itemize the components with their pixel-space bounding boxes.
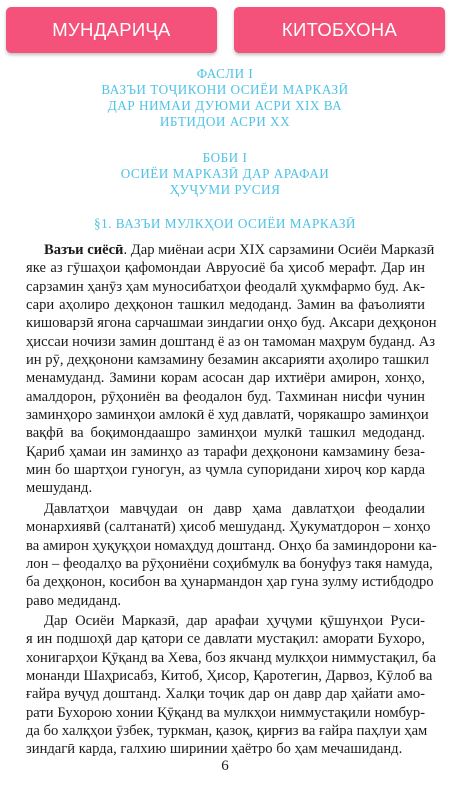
text-line: хонигарҳои Қӯқанд ва Хева, боз якчанд мулкҳои ниммустақил, ба	[26, 649, 436, 666]
top-toolbar	[0, 0, 450, 66]
text-line: сарзамин ҳанӯз ҳам муносибатҳои феодалӣ ҳукмфармо буд. Ак-	[26, 278, 425, 295]
part-title: ФАСЛИ I	[196, 66, 254, 81]
body-text	[26, 241, 437, 759]
chapter-subtitle-line: ОСИЁИ МАРКАЗӢ ДАР АРАФАИ	[120, 166, 330, 181]
text-line: заминҳоро заминҳои амлокӣ ё худ давлатӣ, чорякашро заминҳои	[26, 407, 429, 424]
text-line: Дар Осиёи Марказӣ, дар арафаи ҳуҷуми қӯшунҳои Руси-	[44, 612, 425, 629]
part-subtitle-line: ИБТИДОИ АСРИ XX	[159, 114, 291, 129]
text-line: сари аҳолиро деҳқонон ташкил медоданд. Замин ва фаъолияти	[26, 297, 425, 314]
text-line: зиндагӣ карда, галхию ширинии ҳаётро бо ҳам мечашиданд.	[26, 741, 403, 758]
section-title: §1. ВАЗЪИ МУЛКҲОИ ОСИЁИ МАРКАЗӢ	[94, 216, 356, 231]
text-line: Қариб ҳамаи ин заминҳо аз тарафи деҳқонони камзамину беза-	[26, 443, 425, 460]
text-line: я ин подшоҳӣ дар қатори се давлати мустақил: аморати Бухоро,	[26, 631, 425, 648]
text-line: мешуданд.	[26, 480, 93, 497]
text-line: рати Бухорою хонии Қӯқанд ва мулкҳои ниммустақили номбур-	[26, 704, 425, 721]
chapter-heading	[20, 150, 430, 198]
text-line: ин рӯ, деҳқонони камзамину безамин аксарияти аҳолиро ташкил	[26, 352, 430, 369]
text-line: Вазъи сиёсӣ. Дар миёнаи асри XIX сарзамини Осиёи Марказӣ	[44, 242, 435, 258]
chapter-title: БОБИ I	[202, 150, 248, 165]
text-line: мин бо шартҳои гуногун, аз ҷумла супоридани хироҷ кор карда	[26, 462, 425, 479]
chapter-subtitle-line: ҲУҶУМИ РУСИЯ	[169, 182, 281, 197]
text-line: менамуданд. Замини корам асосан дар ихтиёри амирон, хонҳо,	[26, 370, 425, 387]
contents-button[interactable]: МУНДАРИҶА	[6, 7, 217, 53]
part-heading	[20, 66, 430, 130]
text-line: раво медиданд.	[26, 592, 122, 609]
text-line: монархиявӣ (салтанатӣ) ҳисоб мешуданд. Ҳукуматдорон – хонҳо	[26, 519, 431, 536]
paragraph	[26, 612, 436, 759]
text-line: яке аз гӯшаҳои қафомондаи Авруосиё ба ҳисоб мерафт. Дар ин	[26, 260, 425, 277]
paragraph	[26, 500, 437, 610]
paragraph	[26, 241, 437, 498]
text-line: да бо халқҳои ӯзбек, туркман, қазоқ, қирғиз ва ғайра паҳлуи ҳам	[26, 722, 428, 739]
text-line: амалдорон, рӯҳониён ва феодалон буд. Тахминан нисфи чунин	[26, 388, 425, 405]
text-line: кишоварзӣ ягона сарчашмаи зиндагии онҳо буд. Аксари деҳқонон	[26, 315, 437, 332]
text-line: ҳиссаи ночизи замин доштанд ё аз он тамоман маҳрум буданд. Аз	[26, 333, 436, 350]
page-number: 6	[221, 758, 229, 774]
text-line: ба деҳқонон, косибон ва ҳунармандон ҳар гуна зулму истибдодро	[26, 574, 434, 591]
part-subtitle-line: ДАР НИМАИ ДУЮМИ АСРИ XIX ВА	[107, 98, 343, 113]
lead-term: Вазъи сиёсӣ	[44, 242, 124, 258]
text-line: Давлатҳои мавҷудаи он давр ҳама давлатҳои феодалии	[44, 500, 425, 517]
text-line: ғайра вуҷуд доштанд. Халқи тоҷик дар он давр дар ҳайати амо-	[26, 686, 425, 703]
text-line: ва амирон ҳуқуқҳои номаҳдуд доштанд. Онҳо ба заминдорони ка-	[26, 537, 437, 554]
library-button[interactable]: КИТОБХОНА	[234, 7, 445, 53]
text-line: вақфӣ ва боқимондаашро заминҳои мулкӣ ташкил медоданд.	[26, 425, 425, 442]
book-page	[0, 58, 450, 800]
text-line: лон – феодалҳо ва рӯҳониёни соҳибмулк ва бонуфуз такя намуда,	[26, 555, 433, 572]
part-subtitle-line: ВАЗЪИ ТОҶИКОНИ ОСИЁИ МАРКАЗӢ	[101, 82, 349, 97]
text-line: монанди Шаҳрисабз, Китоб, Ҳисор, Қаротегин, Дарвоз, Кӯлоб ва	[26, 667, 433, 684]
